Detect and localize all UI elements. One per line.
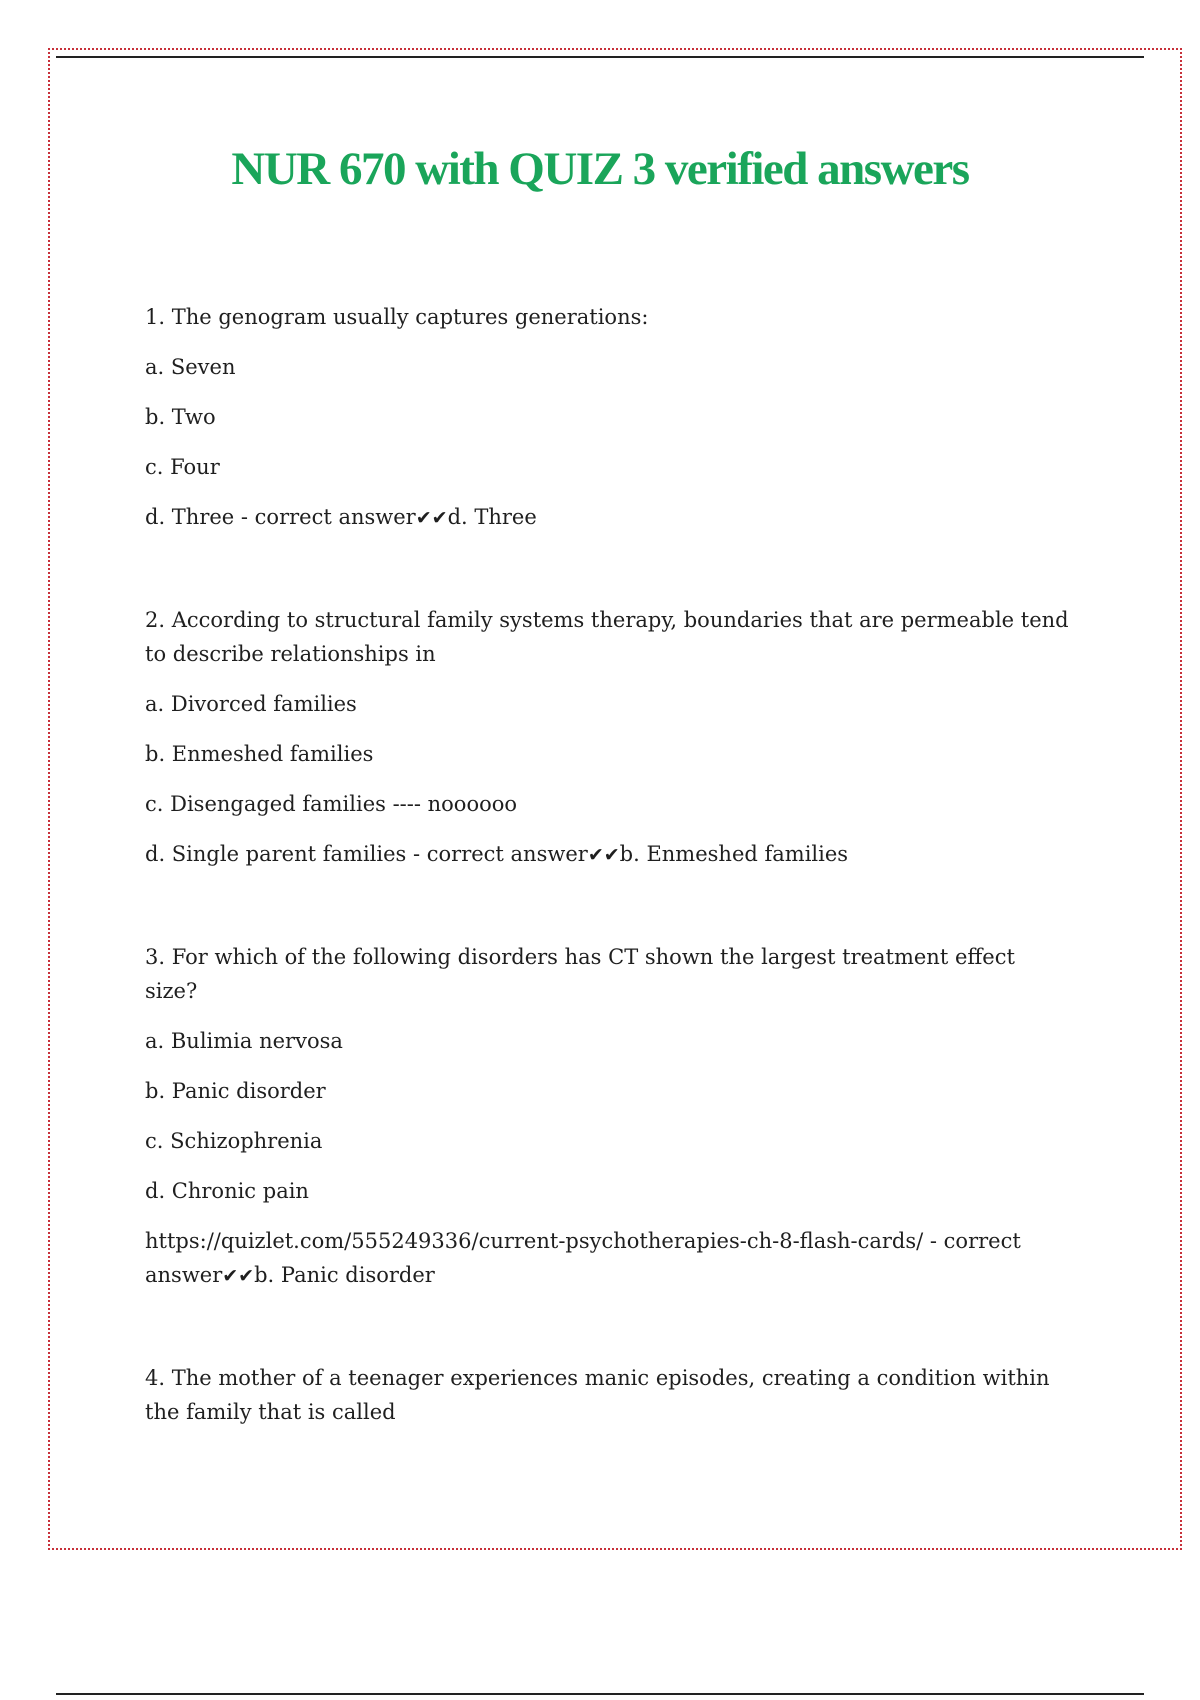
answer-value: b. Enmeshed families bbox=[619, 842, 849, 866]
question-3 bbox=[145, 940, 1070, 1293]
question-1 bbox=[145, 300, 1070, 535]
answer-option: b. Panic disorder bbox=[145, 1079, 326, 1103]
answer-option: b. Enmeshed families bbox=[145, 742, 374, 766]
correct-answer-line bbox=[145, 500, 1070, 535]
answer-option: c. Schizophrenia bbox=[145, 1129, 323, 1153]
checkmark-icon: ✔✔ bbox=[222, 1265, 255, 1287]
bottom-rule bbox=[56, 1693, 1144, 1695]
question-2 bbox=[145, 603, 1070, 872]
correct-answer-line bbox=[145, 1224, 1070, 1293]
answer-option: a. Seven bbox=[145, 355, 236, 379]
checkmark-icon: ✔✔ bbox=[587, 844, 620, 866]
question-prompt: 1. The genogram usually captures generations: bbox=[145, 305, 649, 329]
checkmark-icon: ✔✔ bbox=[415, 507, 448, 529]
document-title: NUR 670 with QUIZ 3 verified answers bbox=[231, 143, 969, 195]
question-4 bbox=[145, 1361, 1070, 1429]
answer-value: d. Three bbox=[447, 505, 537, 529]
answer-option: b. Two bbox=[145, 405, 216, 429]
answer-option: c. Four bbox=[145, 455, 220, 479]
answer-option: a. Bulimia nervosa bbox=[145, 1029, 343, 1053]
answer-option: d. Chronic pain bbox=[145, 1179, 309, 1203]
question-prompt: 3. For which of the following disorders has CT shown the largest treatment effect size? bbox=[145, 945, 1015, 1003]
question-prompt: 4. The mother of a teenager experiences manic episodes, creating a condition within the family that is called bbox=[145, 1366, 1050, 1424]
answer-option: c. Disengaged families ---- noooooo bbox=[145, 792, 518, 816]
correct-answer-line bbox=[145, 837, 1070, 872]
answer-prefix: d. Single parent families - correct answer bbox=[145, 842, 588, 866]
answer-value: b. Panic disorder bbox=[254, 1263, 435, 1287]
quiz-content bbox=[145, 300, 1070, 1497]
top-rule bbox=[56, 56, 1144, 58]
question-prompt: 2. According to structural family systems therapy, boundaries that are permeable tend to describe relationships in bbox=[145, 608, 1069, 666]
answer-prefix: https://quizlet.com/555249336/current-psychotherapies-ch-8-flash-cards/ - correct answer bbox=[145, 1229, 1021, 1287]
answer-prefix: d. Three - correct answer bbox=[145, 505, 416, 529]
answer-option: a. Divorced families bbox=[145, 692, 357, 716]
